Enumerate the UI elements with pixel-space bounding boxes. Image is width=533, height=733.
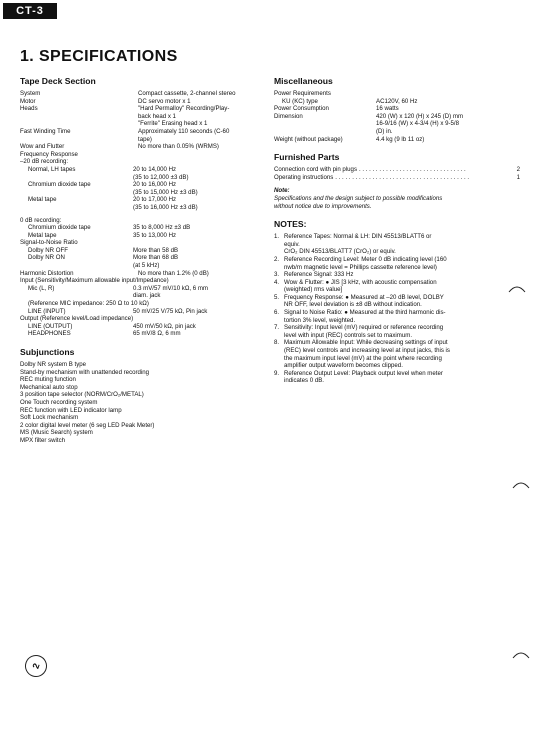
spec-value: 2 (516, 166, 520, 174)
note-number: 3. (274, 271, 280, 279)
spec-row (20, 181, 266, 196)
dot-leader: . . . . . . . . . . . . . . . . . . . . . . . . . . . . . . . . (359, 166, 466, 174)
spec-label: Dimension (274, 112, 303, 120)
list-item: REC muting function (20, 376, 76, 384)
output-heading: Output (Reference level/Load impedance) (20, 315, 134, 323)
spec-value: More than 58 dB (133, 246, 179, 254)
note-number: 5. (274, 293, 280, 301)
list-item: MPX filter switch (20, 436, 66, 444)
list-item (274, 256, 520, 271)
list-item: 2 color digital level meter (6 seg LED Peak Meter) (20, 421, 155, 429)
list-item (274, 309, 520, 324)
spec-value: 65 mV/8 Ω, 6 mm (133, 330, 181, 338)
furnished-parts-heading: Furnished Parts (274, 152, 340, 163)
spec-row (274, 98, 520, 106)
spec-row (274, 166, 520, 174)
spec-label: Weight (without package) (274, 135, 343, 143)
mic-impedance-note: (Reference MIC impedance: 250 Ω to 10 kΩ) (28, 300, 149, 308)
spec-row (20, 90, 266, 98)
snr-heading: Signal-to-Noise Ratio (20, 239, 78, 247)
note-number: 6. (274, 309, 280, 317)
list-item (274, 370, 520, 385)
list-item (274, 339, 520, 369)
spec-label: Metal tape (28, 231, 57, 239)
spec-row (20, 105, 266, 128)
list-item: Dolby NR system B type (20, 361, 87, 368)
spec-row (20, 224, 266, 232)
list-item: Mechanical auto stop (20, 383, 78, 391)
spec-label: Normal, LH tapes (28, 165, 76, 173)
note-text: Signal to Noise Ratio: ● Measured at the third harmonic dis- tortion 3% level, weighted. (284, 309, 446, 324)
note-text: Reference Signal: 333 Hz (284, 271, 354, 279)
spec-value: No more than 1.2% (0 dB) (138, 269, 209, 277)
note-number: 9. (274, 369, 280, 377)
spec-label: Dolby NR ON (28, 254, 65, 262)
spec-value: 50 mV/25 V/75 kΩ, Pin jack (133, 307, 208, 315)
dot-leader: . . . . . . . . . . . . . . . . . . . . . . . . . . . . . . . . . . . . . . . . (335, 173, 470, 181)
spec-label: Operating instructions (274, 173, 334, 181)
spec-label: Fast Winding Time (20, 127, 71, 135)
spec-row (20, 254, 266, 269)
input-heading: Input (Sensitivity/Maximum allowable input/Impedance) (20, 277, 169, 285)
note-heading: Note: (274, 187, 290, 195)
spec-row (20, 285, 266, 300)
zero-db-subheading: 0 dB recording: (20, 216, 62, 224)
left-column (20, 76, 266, 445)
list-item: Soft Lock mechanism (20, 414, 79, 422)
note-number: 2. (274, 255, 280, 263)
model-tag: CT-3 (3, 3, 57, 19)
page-title: 1. SPECIFICATIONS (20, 48, 178, 65)
binding-mark-icon (512, 480, 530, 490)
spec-value: 450 mV/50 kΩ, pin jack (133, 322, 196, 330)
frequency-response-heading: Frequency Response (20, 150, 78, 158)
binding-mark-icon (508, 284, 526, 294)
note-text: Sensitivity: Input level (mV) required or reference recording level with input (REC) controls set to maximum. (284, 324, 444, 339)
spec-value: 16 watts (376, 105, 399, 113)
note-number: 7. (274, 324, 280, 332)
spec-value: 20 to 14,000 Hz (35 to 12,000 ±3 dB) (133, 165, 189, 181)
spec-row (20, 98, 266, 106)
list-item (274, 279, 520, 294)
note-text: Wow & Flutter: ● JIS [3 kHz, with acoustic compensation (weighted) rms value] (284, 278, 437, 294)
note-text: Reference Output Level: Playback output level when meter indicates 0 dB. (284, 369, 443, 385)
spec-label: Heads (20, 105, 38, 113)
spec-value: 35 to 8,000 Hz ±3 dB (133, 224, 191, 232)
spec-row (20, 128, 266, 143)
notes-list (274, 233, 520, 385)
spec-row (274, 136, 520, 144)
spec-label: Motor (20, 97, 36, 105)
spec-label: LINE (INPUT) (28, 307, 66, 315)
spec-value: 1 (516, 173, 520, 181)
spec-label: Chromium dioxide tape (28, 181, 91, 189)
spec-row (20, 330, 266, 338)
spec-value: 0.3 mV/57 mV/10 kΩ, 6 mm diam. jack (133, 284, 208, 300)
spec-row (20, 323, 266, 331)
list-item: 3 position tape selector (NORM/CrO₂/METAL) (20, 391, 144, 399)
spec-row (274, 174, 520, 182)
spec-value: More than 68 dB (at 5 kHz) (133, 254, 179, 270)
spec-label: LINE (OUTPUT) (28, 322, 73, 330)
spec-label: KU (KC) type (282, 97, 318, 105)
spec-value: DC servo motor x 1 (138, 97, 191, 105)
miscellaneous-heading: Miscellaneous (274, 76, 333, 86)
spec-value: "Hard Permalloy" Recording/Play- back head x 1 "Ferrite" Erasing head x 1 (138, 105, 230, 128)
spec-label: Dolby NR OFF (28, 246, 68, 254)
spec-value: 35 to 13,000 Hz (133, 231, 177, 239)
spec-row (274, 113, 520, 136)
spec-row (20, 232, 266, 240)
spec-value: Compact cassette, 2-channel stereo (138, 90, 236, 97)
tape-deck-heading: Tape Deck Section (20, 76, 96, 86)
list-item: One Touch recording system (20, 398, 98, 406)
list-item (274, 233, 520, 256)
list-item: REC function with LED indicator lamp (20, 406, 122, 414)
list-item (274, 294, 520, 309)
note-text: Frequency Response: ● Measured at –20 dB level, DOLBY NR OFF, level deviation is ±8 dB without indication. (284, 293, 444, 309)
spec-row (20, 247, 266, 255)
note-text: Reference Tapes: Normal & LH: DIN 45513/BLATT6 or equiv. CrO₂ DIN 45513/BLATT7 (CrO₂) or equiv. (284, 233, 432, 256)
note-text: Reference Recording Level: Meter 0 dB indicating level (160 nwb/m magnetic level = Phillips cassette reference level) (284, 255, 447, 271)
spec-row (274, 105, 520, 113)
note-number: 8. (274, 339, 280, 347)
spec-label: Mic (L, R) (28, 284, 55, 292)
note-text: Specifications and the design subject to possible modifications without notice due to improvements. (274, 194, 443, 210)
spec-row (20, 270, 266, 278)
spec-value: No more than 0.05% (WRMS) (138, 143, 219, 151)
minus-20db-subheading: –20 dB recording: (20, 158, 69, 166)
spec-label: Harmonic Distortion (20, 269, 74, 277)
list-item: Stand-by mechanism with unattended recording (20, 368, 150, 376)
notes-heading: NOTES: (274, 219, 307, 230)
spec-value: 4.4 kg (9 lb 11 oz) (376, 135, 425, 143)
spec-row (20, 308, 266, 316)
spec-label: Wow and Flutter (20, 143, 65, 151)
spec-label: Connection cord with pin plugs (274, 166, 357, 174)
binding-mark-icon (512, 650, 530, 660)
list-item (274, 324, 520, 339)
spec-row (20, 143, 266, 151)
note-number: 4. (274, 278, 280, 286)
list-item: MS (Music Search) system (20, 429, 93, 437)
note-number: 1. (274, 233, 280, 241)
spec-value: 20 to 16,000 Hz (35 to 15,000 Hz ±3 dB) (133, 181, 198, 196)
spec-label: System (20, 90, 41, 97)
page-number: 2 (22, 652, 50, 680)
spec-label: Power Consumption (274, 105, 329, 113)
spec-value: 20 to 17,000 Hz (35 to 16,000 Hz ±3 dB) (133, 196, 198, 211)
spec-label: Metal tape (28, 196, 57, 204)
spec-label: HEADPHONES (28, 330, 71, 338)
spec-value: Approximately 110 seconds (C-60 tape) (138, 127, 230, 143)
spec-label: Chromium dioxide tape (28, 224, 91, 232)
subjunctions-heading: Subjunctions (20, 347, 75, 357)
spec-row (20, 196, 266, 211)
spec-row (20, 166, 266, 181)
power-requirements-heading: Power Requirements (274, 90, 331, 97)
right-column (274, 76, 520, 385)
note-text: Maximum Allowable Input: While decreasing settings of input (REC) level controls and increasing level at input jacks, this is the maximum input level (mV) at the point where recording amplifier output waveform becomes clipped. (284, 339, 450, 370)
list-item (274, 271, 520, 279)
spec-value: 420 (W) x 120 (H) x 245 (D) mm 16-9/16 (W) x 4-3/4 (H) x 9-5/8 (D) in. (376, 112, 464, 135)
subjunctions-list (20, 361, 266, 445)
spec-value: AC120V, 60 Hz (376, 97, 418, 105)
